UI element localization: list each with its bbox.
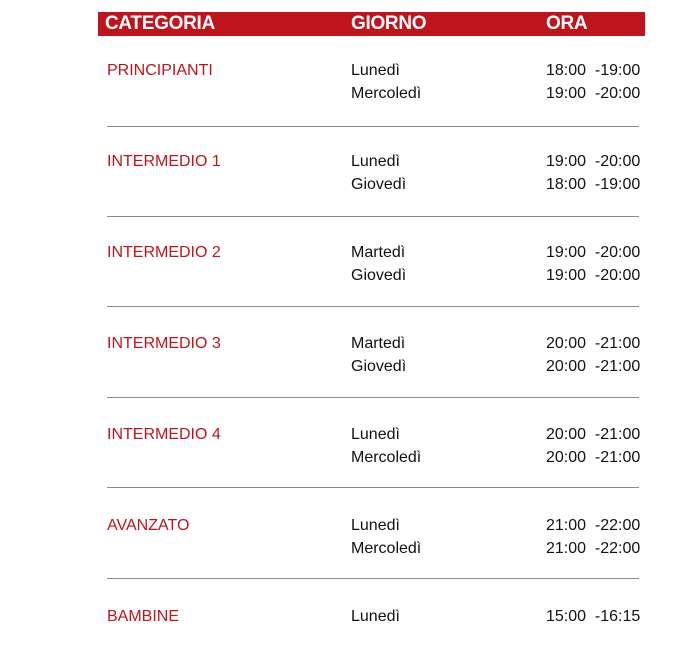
time-value: 21:00 -22:00	[546, 517, 641, 534]
day-cell	[351, 514, 421, 560]
row-divider	[107, 578, 639, 579]
day-cell	[351, 423, 421, 469]
table-row	[0, 514, 700, 574]
time-cell	[546, 423, 640, 469]
time-value: 19:00 -20:00	[546, 85, 641, 102]
day-value: Martedì	[351, 244, 406, 261]
time-value: 20:00 -21:00	[546, 449, 641, 466]
category-label: INTERMEDIO 2	[107, 244, 221, 261]
day-cell	[351, 150, 406, 196]
row-divider	[107, 216, 639, 217]
time-value: 18:00 -19:00	[546, 62, 641, 79]
day-value: Lunedì	[351, 153, 400, 170]
table-row	[0, 150, 700, 210]
table-row	[0, 423, 700, 483]
category-label: AVANZATO	[107, 517, 190, 534]
day-cell	[351, 59, 421, 105]
header-category: CATEGORIA	[105, 13, 215, 34]
time-cell	[546, 514, 640, 560]
row-divider	[107, 487, 639, 488]
day-cell	[351, 241, 406, 287]
day-value: Giovedì	[351, 176, 407, 193]
day-value: Lunedì	[351, 62, 400, 79]
time-cell	[546, 605, 640, 628]
table-row	[0, 332, 700, 392]
header-time: ORA	[546, 13, 588, 34]
day-value: Giovedì	[351, 358, 407, 375]
day-value: Mercoledì	[351, 449, 422, 466]
time-cell	[546, 59, 640, 105]
table-row	[0, 605, 700, 665]
table-row	[0, 241, 700, 301]
day-value: Martedì	[351, 335, 406, 352]
table-row	[0, 59, 700, 119]
time-value: 15:00 -16:15	[546, 608, 641, 625]
category-label: BAMBINE	[107, 608, 180, 625]
category-label: INTERMEDIO 3	[107, 335, 221, 352]
row-divider	[107, 126, 639, 127]
time-value: 19:00 -20:00	[546, 244, 641, 261]
time-value: 20:00 -21:00	[546, 335, 641, 352]
day-cell	[351, 605, 400, 628]
time-value: 19:00 -20:00	[546, 267, 641, 284]
day-value: Giovedì	[351, 267, 407, 284]
day-value: Lunedì	[351, 608, 400, 625]
header-day: GIORNO	[351, 13, 427, 34]
category-label: INTERMEDIO 1	[107, 153, 221, 170]
time-value: 21:00 -22:00	[546, 540, 641, 557]
time-cell	[546, 150, 640, 196]
time-value: 18:00 -19:00	[546, 176, 641, 193]
day-value: Lunedì	[351, 426, 400, 443]
time-cell	[546, 332, 640, 378]
category-label: PRINCIPIANTI	[107, 62, 213, 79]
day-value: Mercoledì	[351, 85, 422, 102]
row-divider	[107, 397, 639, 398]
time-value: 19:00 -20:00	[546, 153, 641, 170]
row-divider	[107, 306, 639, 307]
day-value: Mercoledì	[351, 540, 422, 557]
day-value: Lunedì	[351, 517, 400, 534]
category-label: INTERMEDIO 4	[107, 426, 221, 443]
time-value: 20:00 -21:00	[546, 358, 641, 375]
day-cell	[351, 332, 406, 378]
time-cell	[546, 241, 640, 287]
time-value: 20:00 -21:00	[546, 426, 641, 443]
